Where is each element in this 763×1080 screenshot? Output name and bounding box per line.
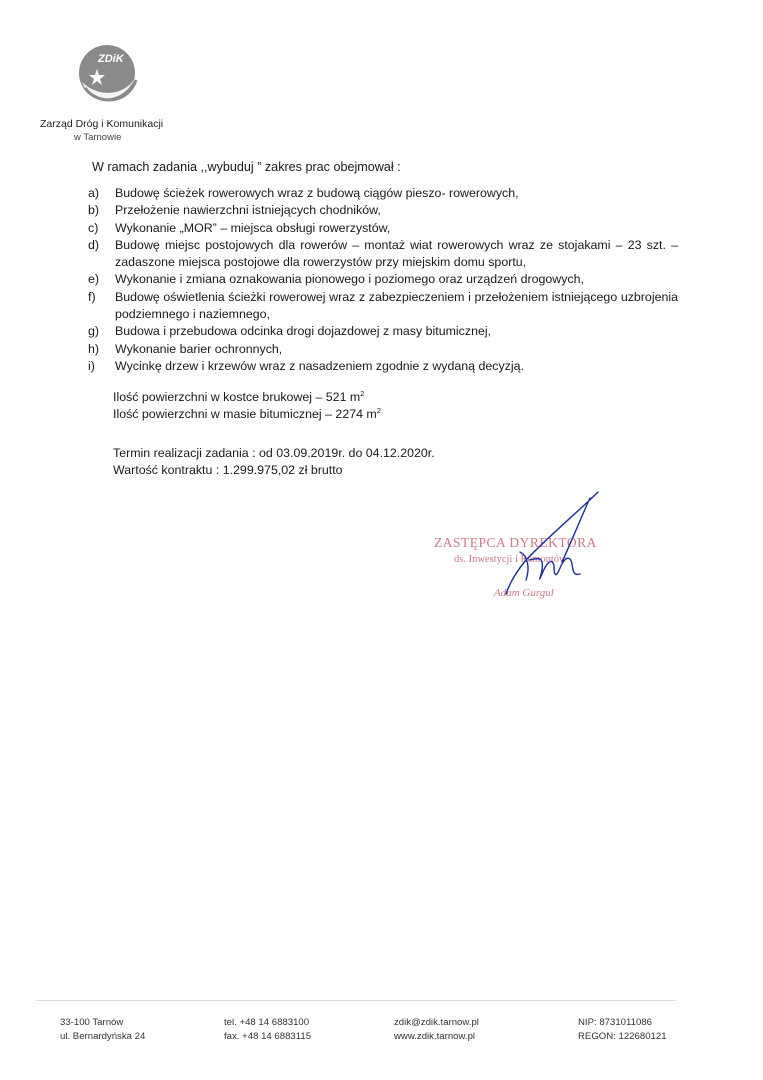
item-text: Wykonanie barier ochronnych, (115, 341, 283, 356)
list-item (88, 271, 678, 288)
item-text: Budowę oświetlenia ścieżki rowerowej wraz z zabezpieczeniem i przełożeniem istniejącego uzbrojenia podziemnego i naziemnego, (115, 289, 678, 322)
stamp-name: Adam Gurgul (494, 587, 554, 599)
item-label: b) (88, 203, 100, 218)
footer-divider (36, 1000, 676, 1001)
footer-ids: NIP: 8731011086 REGON: 122680121 (578, 1017, 667, 1042)
footer-web (394, 1016, 479, 1044)
logo-text: ZDiK (98, 53, 124, 65)
contract-terms (113, 445, 435, 479)
item-text: Wykonanie „MOR” – miejsca obsługi rowerzystów, (115, 220, 391, 235)
scope-list (88, 185, 678, 375)
email-link[interactable]: zdik@zdik.tarnow.pl (394, 1017, 479, 1028)
item-label: d) (88, 237, 100, 252)
stat-asphalt: Ilość powierzchni w masie bitumicznej – 2274 $m^2$ (113, 406, 381, 421)
stamp-title: ZASTĘPCA DYREKTORA (434, 535, 597, 550)
item-text: Przełożenie nawierzchni istniejących chodników, (115, 203, 381, 218)
list-item (88, 358, 678, 375)
org-city: w Tarnowie (74, 132, 122, 143)
list-item (88, 323, 678, 340)
intro-text: W ramach zadania ,,wybuduj ” zakres prac obejmował : (92, 160, 401, 174)
list-item (88, 202, 678, 219)
list-item (88, 289, 678, 324)
item-label: i) (88, 358, 95, 373)
list-item (88, 341, 678, 358)
list-item (88, 237, 678, 272)
footer-address: 33-100 Tarnów ul. Bernardyńska 24 (60, 1017, 146, 1042)
item-label: a) (88, 186, 100, 200)
item-label: e) (88, 272, 100, 287)
list-item (88, 185, 678, 202)
item-text: Budowę ścieżek rowerowych wraz z budową ciągów pieszo- rowerowych, (115, 186, 519, 200)
org-name: Zarząd Dróg i Komunikacji (40, 118, 164, 130)
surface-stats (113, 389, 381, 423)
item-text: Wycinkę drzew i krzewów wraz z nasadzeniem zgodnie z wydaną decyzją. (115, 358, 524, 373)
item-text: Wykonanie i zmiana oznakowania pionowego i poziomego oraz urządzeń drogowych, (115, 272, 584, 287)
zdik-logo (76, 42, 138, 106)
item-label: f) (88, 289, 96, 304)
official-stamp (430, 490, 640, 610)
website-link[interactable]: www.zdik.tarnow.pl (394, 1031, 476, 1042)
stamp-subtitle: ds. Inwestycji i Remontów (454, 554, 567, 565)
contract-value: Wartość kontraktu : 1.299.975,02 zł brutto (113, 463, 343, 477)
item-label: c) (88, 220, 99, 235)
item-text: Budowa i przebudowa odcinka drogi dojazdowej z masy bitumicznej, (115, 324, 492, 339)
org-block (40, 118, 163, 143)
item-text: Budowę miejsc postojowych dla rowerów – montaż wiat rowerowych wraz ze stojakami – 23 szt. – zadaszone miejsca postojowe dla rowerzystów przy miejskim domu sportu, (115, 237, 678, 270)
item-label: h) (88, 341, 100, 356)
item-label: g) (88, 324, 100, 339)
list-item (88, 220, 678, 237)
footer-phone: tel. +48 14 6883100 fax. +48 14 6883115 (224, 1017, 312, 1042)
stat-paving: Ilość powierzchni w kostce brukowej – 521 $m^2$ (113, 389, 365, 404)
term-text: Termin realizacji zadania : od 03.09.2019r. do 04.12.2020r. (113, 446, 435, 460)
